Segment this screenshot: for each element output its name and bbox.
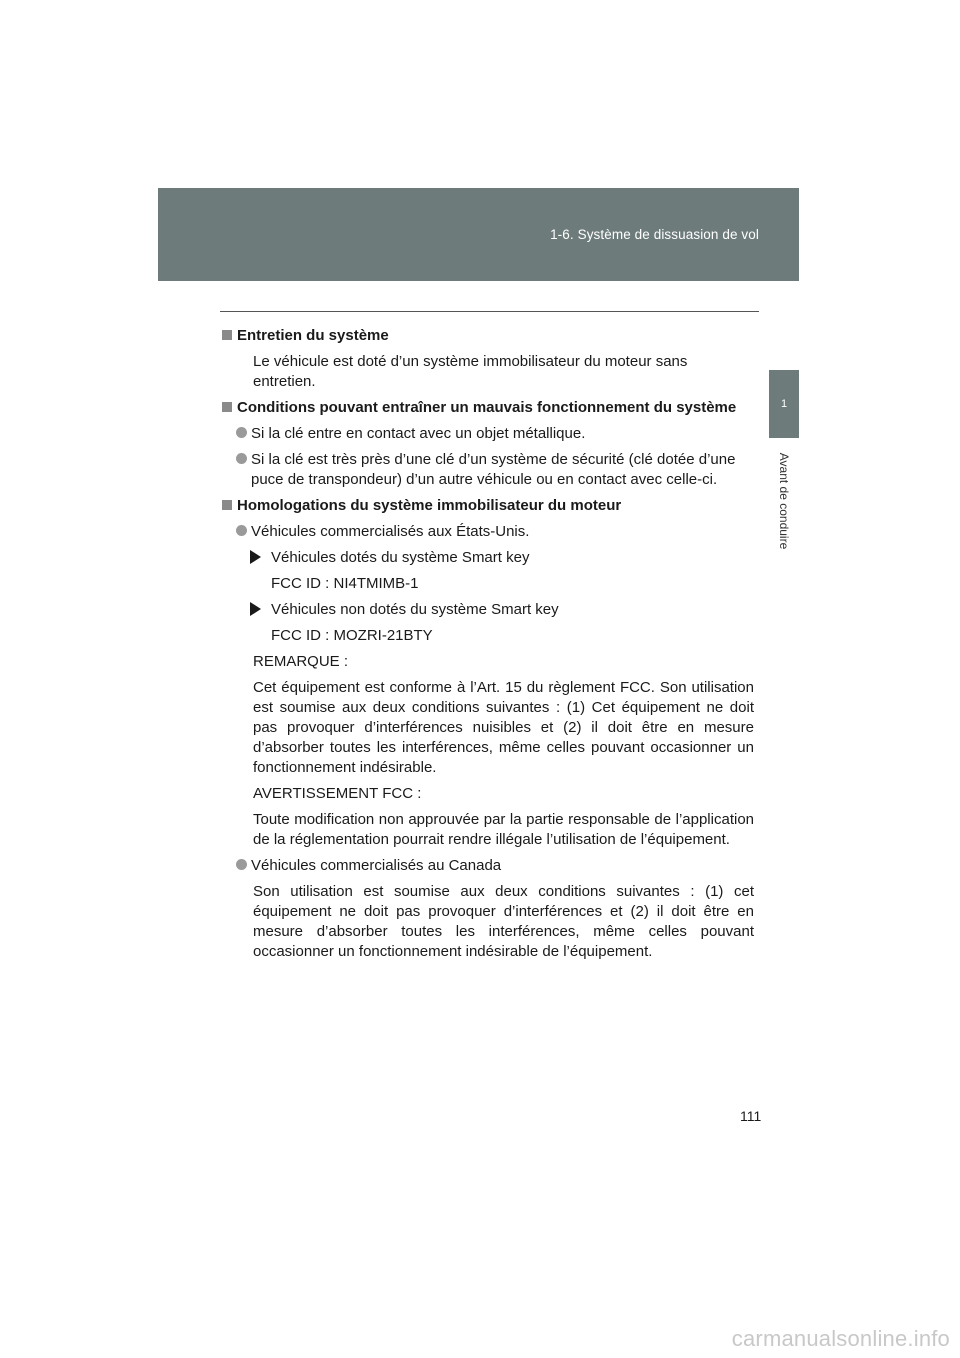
sub-item-text: Véhicules non dotés du système Smart key <box>271 601 559 618</box>
square-bullet-icon <box>222 402 232 412</box>
fcc-id: FCC ID : NI4TMIMB-1 <box>271 575 419 592</box>
sub-item <box>250 548 754 568</box>
top-divider <box>220 311 759 312</box>
square-bullet-icon <box>222 330 232 340</box>
remarque-title: REMARQUE : <box>253 653 349 670</box>
header-band <box>158 188 799 281</box>
section-title: 1-6. Système de dissuasion de vol <box>550 227 759 242</box>
remarque-text: Cet équipement est conforme à l’Art. 15 du règlement FCC. Son utilisation est soumise aux deux conditions suivantes : (1) Cet équipement ne doit pas provoquer d’interférences nuisibles et (2) il doit être en mesure d’absorber toutes les interférences, même celles pouvant occasionner un fonctionnement indésirable. <box>253 679 754 776</box>
heading-text: Homologations du système immobilisateur du moteur <box>237 497 622 514</box>
bullet-item <box>236 450 754 490</box>
section-heading <box>222 496 754 516</box>
sub-item <box>250 600 754 620</box>
warning-title: AVERTISSEMENT FCC : <box>253 785 422 802</box>
bullet-item <box>236 424 754 444</box>
heading-text: Conditions pouvant entraîner un mauvais fonctionnement du système <box>237 399 737 416</box>
section-heading <box>222 398 754 418</box>
warning-text: Toute modification non approuvée par la partie responsable de l’application de la réglementation pourrait rendre illégale l’utilisation de l’équipement. <box>253 811 754 848</box>
page-content <box>222 326 754 968</box>
section-heading <box>222 326 754 346</box>
sub-item-text: Véhicules dotés du système Smart key <box>271 549 530 566</box>
bullet-text: Si la clé entre en contact avec un objet métallique. <box>251 425 586 442</box>
circle-bullet-icon <box>236 427 247 438</box>
page-number: 111 <box>740 1108 762 1124</box>
bullet-text: Véhicules commercialisés aux États-Unis. <box>251 523 530 540</box>
bullet-item <box>236 522 754 542</box>
heading-text: Entretien du système <box>237 327 389 344</box>
triangle-arrow-icon <box>250 602 261 616</box>
canada-text: Son utilisation est soumise aux deux conditions suivantes : (1) cet équipement ne doit pas provoquer d’interférences et (2) il doit être en mesure d’absorber toutes les interférences, même celles pouvant occasionner un fonctionnement indésirable de l’équipement. <box>253 883 754 960</box>
bullet-item <box>236 856 754 876</box>
fcc-id: FCC ID : MOZRI-21BTY <box>271 627 433 644</box>
bullet-text: Si la clé est très près d’une clé d’un système de sécurité (clé dotée d’une puce de transpondeur) d’un autre véhicule ou en contact avec celle-ci. <box>251 451 736 488</box>
triangle-arrow-icon <box>250 550 261 564</box>
bullet-text: Véhicules commercialisés au Canada <box>251 857 502 874</box>
chapter-label: Avant de conduire <box>777 452 791 550</box>
circle-bullet-icon <box>236 525 247 536</box>
watermark: carmanualsonline.info <box>731 1326 950 1351</box>
circle-bullet-icon <box>236 859 247 870</box>
chapter-number: 1 <box>780 398 788 410</box>
circle-bullet-icon <box>236 453 247 464</box>
paragraph: Le véhicule est doté d’un système immobilisateur du moteur sans entretien. <box>253 353 688 390</box>
square-bullet-icon <box>222 500 232 510</box>
chapter-tab <box>769 370 799 438</box>
